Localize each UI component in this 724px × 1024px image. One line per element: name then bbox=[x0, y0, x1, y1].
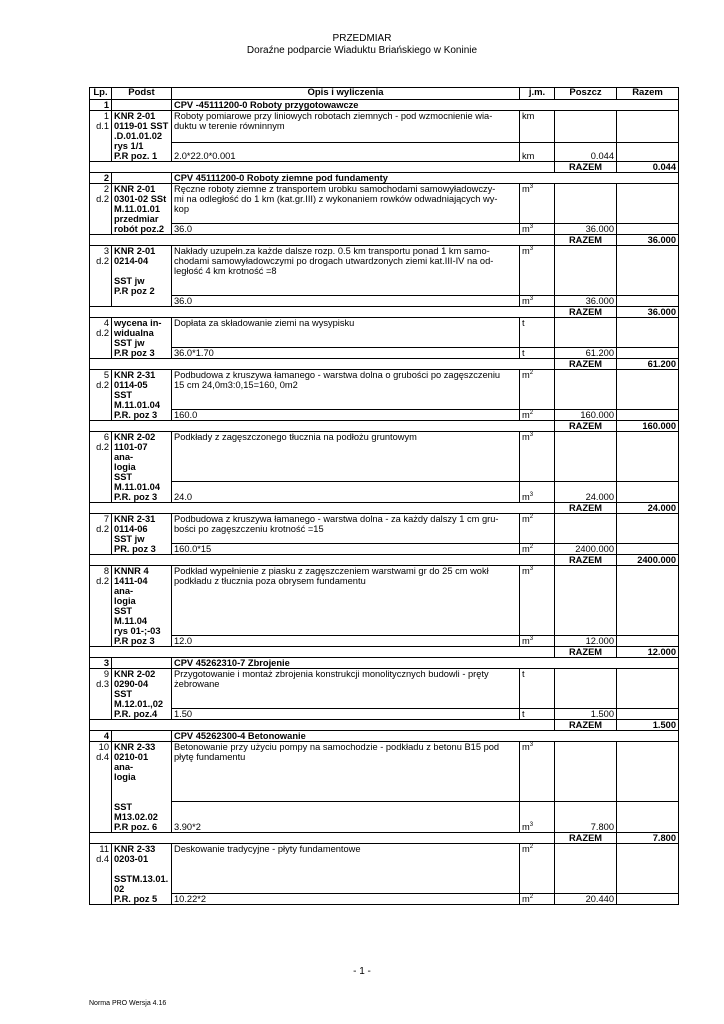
item-description: Nakłady uzupełn.za każde dalsze rozp. 0.5 km transportu ponad 1 km samo- chodami samowyładowczymi po drogach utwardzonych ziemi kat.III-IV na od- ległość 4 km krotność =8 bbox=[172, 246, 520, 296]
col-razem: Razem bbox=[617, 88, 679, 100]
item-description: Dopłata za składowanie ziemi na wysypisku bbox=[172, 318, 520, 348]
item-basis: KNR 2-01 0214-04 SST jw P.R poz 2 bbox=[112, 246, 172, 307]
total-value: 12.000 bbox=[617, 647, 679, 658]
item-calc-unit: t bbox=[520, 709, 555, 720]
item-number: 9 d.3 bbox=[90, 669, 112, 720]
table-row-calc bbox=[90, 482, 679, 503]
total-label: RAZEM bbox=[555, 647, 617, 658]
item-calc-unit: $m^3$ bbox=[520, 802, 555, 833]
item-partial-value: 7.800 bbox=[555, 802, 617, 833]
document-subtitle: Doraźne podparcie Wiaduktu Briańskiego w Koninie bbox=[246, 45, 478, 56]
page-number: - 1 - bbox=[353, 966, 371, 977]
item-partial-value: 160.000 bbox=[555, 410, 617, 421]
item-number: 8 d.2 bbox=[90, 566, 112, 647]
item-unit: t bbox=[520, 669, 555, 709]
item-partial-value: 24.000 bbox=[555, 482, 617, 503]
total-label: RAZEM bbox=[555, 555, 617, 566]
section-row bbox=[90, 100, 679, 111]
total-row bbox=[90, 421, 679, 432]
table-row bbox=[90, 111, 679, 143]
section-number: 1 bbox=[90, 100, 112, 111]
table-row bbox=[90, 566, 679, 636]
item-calculation: 10.22*2 bbox=[172, 894, 520, 905]
total-row bbox=[90, 833, 679, 844]
total-label: RAZEM bbox=[555, 503, 617, 514]
item-calc-unit: $m^3$ bbox=[520, 636, 555, 647]
total-row bbox=[90, 162, 679, 173]
total-value: 7.800 bbox=[617, 833, 679, 844]
total-value: 24.000 bbox=[617, 503, 679, 514]
total-label: RAZEM bbox=[555, 421, 617, 432]
item-basis: KNR 2-33 0210-01 ana- logia SST M13.02.02 P.R poz. 6 bbox=[112, 742, 172, 833]
software-version: Norma PRO Wersja 4.16 bbox=[89, 1000, 167, 1007]
col-poszcz: Poszcz bbox=[555, 88, 617, 100]
item-unit: km bbox=[520, 111, 555, 143]
item-number: 5 d.2 bbox=[90, 370, 112, 421]
table-row-calc bbox=[90, 802, 679, 833]
item-number: 3 d.2 bbox=[90, 246, 112, 307]
total-label: RAZEM bbox=[555, 162, 617, 173]
item-description: Deskowanie tradycyjne - płyty fundamentowe bbox=[172, 844, 520, 894]
item-basis: wycena in- widualna SST jw P.R poz 3 bbox=[112, 318, 172, 359]
table-row bbox=[90, 669, 679, 709]
item-calculation: 3.90*2 bbox=[172, 802, 520, 833]
item-basis: KNR 2-31 0114-05 SST M.11.01.04 P.R. poz 3 bbox=[112, 370, 172, 421]
item-calc-unit: $m^3$ bbox=[520, 296, 555, 307]
item-calc-unit: $m^3$ bbox=[520, 224, 555, 235]
item-description: Ręczne roboty ziemne z transportem urobku samochodami samowyładowczy- mi na odległość do 1 km (kat.gr.III) z wykonaniem rowków odwadniających wy- kop bbox=[172, 184, 520, 224]
item-calculation: 36.0 bbox=[172, 224, 520, 235]
item-basis: KNR 2-31 0114-06 SST jw PR. poz 3 bbox=[112, 514, 172, 555]
item-calculation: 36.0*1.70 bbox=[172, 348, 520, 359]
table-row bbox=[90, 184, 679, 224]
item-unit: $m^2$ bbox=[520, 514, 555, 544]
item-calc-unit: $m^2$ bbox=[520, 410, 555, 421]
total-row bbox=[90, 503, 679, 514]
item-basis: KNR 2-33 0203-01 SSTM.13.01. 02 P.R. poz 5 bbox=[112, 844, 172, 905]
item-calc-unit: $m^3$ bbox=[520, 482, 555, 503]
item-calculation: 12.0 bbox=[172, 636, 520, 647]
section-title: CPV 45262310-7 Zbrojenie bbox=[172, 658, 679, 669]
item-number: 1 d.1 bbox=[90, 111, 112, 162]
table-row-calc bbox=[90, 636, 679, 647]
section-row bbox=[90, 173, 679, 184]
section-number: 2 bbox=[90, 173, 112, 184]
total-value: 0.044 bbox=[617, 162, 679, 173]
item-calculation: 24.0 bbox=[172, 482, 520, 503]
item-partial-value: 0.044 bbox=[555, 143, 617, 162]
item-partial-value: 1.500 bbox=[555, 709, 617, 720]
table-row bbox=[90, 370, 679, 410]
table-row-calc bbox=[90, 544, 679, 555]
total-label: RAZEM bbox=[555, 720, 617, 731]
section-title: CPV 45111200-0 Roboty ziemne pod fundamenty bbox=[172, 173, 679, 184]
item-calculation: 2.0*22.0*0.001 bbox=[172, 143, 520, 162]
item-basis: KNR 2-02 0290-04 SST M.12.01.,02 P.R. poz.4 bbox=[112, 669, 172, 720]
table-header-row bbox=[90, 88, 679, 100]
table-row-calc bbox=[90, 410, 679, 421]
item-description: Przygotowanie i montaż zbrojenia konstrukcji monolitycznych budowli - pręty żebrowane bbox=[172, 669, 520, 709]
col-jm: j.m. bbox=[520, 88, 555, 100]
item-number: 11 d.4 bbox=[90, 844, 112, 905]
total-label: RAZEM bbox=[555, 235, 617, 246]
total-value: 160.000 bbox=[617, 421, 679, 432]
total-row bbox=[90, 359, 679, 370]
section-row bbox=[90, 658, 679, 669]
total-label: RAZEM bbox=[555, 833, 617, 844]
document-title: PRZEDMIAR bbox=[332, 33, 392, 44]
item-partial-value: 36.000 bbox=[555, 224, 617, 235]
col-lp: Lp. bbox=[90, 88, 112, 100]
item-calc-unit: km bbox=[520, 143, 555, 162]
table-row-calc bbox=[90, 894, 679, 905]
col-podst: Podst bbox=[112, 88, 172, 100]
total-value: 2400.000 bbox=[617, 555, 679, 566]
table-row bbox=[90, 246, 679, 296]
table-row-calc bbox=[90, 296, 679, 307]
item-unit: $m^3$ bbox=[520, 246, 555, 296]
section-number: 3 bbox=[90, 658, 112, 669]
total-label: RAZEM bbox=[555, 307, 617, 318]
total-value: 36.000 bbox=[617, 307, 679, 318]
item-unit: t bbox=[520, 318, 555, 348]
col-opis: Opis i wyliczenia bbox=[172, 88, 520, 100]
cost-estimate-table bbox=[89, 87, 679, 905]
total-value: 36.000 bbox=[617, 235, 679, 246]
total-label: RAZEM bbox=[555, 359, 617, 370]
item-basis: KNR 2-01 0119-01 SST .D.01.01.02 rys 1/1 P.R poz. 1 bbox=[112, 111, 172, 162]
table-row bbox=[90, 742, 679, 802]
item-description: Podbudowa z kruszywa łamanego - warstwa dolna o grubości po zagęszczeniu 15 cm 24,0m3:0,15=160, 0m2 bbox=[172, 370, 520, 410]
item-number: 6 d.2 bbox=[90, 432, 112, 503]
table-row-calc bbox=[90, 709, 679, 720]
total-row bbox=[90, 720, 679, 731]
item-partial-value: 20.440 bbox=[555, 894, 617, 905]
item-description: Roboty pomiarowe przy liniowych robotach ziemnych - pod wzmocnienie wia- duktu w terenie równinnym bbox=[172, 111, 520, 143]
item-calculation: 36.0 bbox=[172, 296, 520, 307]
item-calc-unit: $m^2$ bbox=[520, 544, 555, 555]
item-unit: $m^3$ bbox=[520, 432, 555, 482]
item-unit: $m^3$ bbox=[520, 742, 555, 802]
item-unit: $m^3$ bbox=[520, 184, 555, 224]
item-number: 7 d.2 bbox=[90, 514, 112, 555]
table-row bbox=[90, 514, 679, 544]
item-unit: $m^3$ bbox=[520, 566, 555, 636]
table-row bbox=[90, 318, 679, 348]
item-basis: KNNR 4 1411-04 ana- logia SST M.11.04 rys 01-;-03 P.R poz 3 bbox=[112, 566, 172, 647]
table-row-calc bbox=[90, 224, 679, 235]
table-row bbox=[90, 844, 679, 894]
item-partial-value: 2400.000 bbox=[555, 544, 617, 555]
item-description: Betonowanie przy użyciu pompy na samochodzie - podkładu z betonu B15 pod płytę fundamentu bbox=[172, 742, 520, 802]
item-basis: KNR 2-01 0301-02 SSt M.11.01.01 przedmiar robót poz.2 bbox=[112, 184, 172, 235]
total-value: 1.500 bbox=[617, 720, 679, 731]
item-description: Podkład wypełnienie z piasku z zagęszczeniem warstwami gr do 25 cm wokł podkładu z tłucznia poza obrysem fundamentu bbox=[172, 566, 520, 636]
item-calc-unit: $m^2$ bbox=[520, 894, 555, 905]
section-number: 4 bbox=[90, 731, 112, 742]
table-row-calc bbox=[90, 143, 679, 162]
item-number: 4 d.2 bbox=[90, 318, 112, 359]
item-description: Podbudowa z kruszywa łamanego - warstwa dolna - za każdy dalszy 1 cm gru- bości po zagęszczeniu krotność =15 bbox=[172, 514, 520, 544]
item-number: 10 d.4 bbox=[90, 742, 112, 833]
item-calculation: 160.0*15 bbox=[172, 544, 520, 555]
item-partial-value: 36.000 bbox=[555, 296, 617, 307]
section-title: CPV 45262300-4 Betonowanie bbox=[172, 731, 679, 742]
item-unit: $m^2$ bbox=[520, 844, 555, 894]
section-row bbox=[90, 731, 679, 742]
item-partial-value: 12.000 bbox=[555, 636, 617, 647]
total-row bbox=[90, 555, 679, 566]
section-title: CPV -45111200-0 Roboty przygotowawcze bbox=[172, 100, 679, 111]
table-row-calc bbox=[90, 348, 679, 359]
item-partial-value: 61.200 bbox=[555, 348, 617, 359]
item-calculation: 1.50 bbox=[172, 709, 520, 720]
item-number: 2 d.2 bbox=[90, 184, 112, 235]
total-value: 61.200 bbox=[617, 359, 679, 370]
item-calculation: 160.0 bbox=[172, 410, 520, 421]
item-basis: KNR 2-02 1101-07 ana- logia SST M.11.01.04 P.R. poz 3 bbox=[112, 432, 172, 503]
total-row bbox=[90, 235, 679, 246]
item-calc-unit: t bbox=[520, 348, 555, 359]
item-description: Podkłady z zagęszczonego tłucznia na podłożu gruntowym bbox=[172, 432, 520, 482]
item-unit: $m^2$ bbox=[520, 370, 555, 410]
total-row bbox=[90, 647, 679, 658]
table-row bbox=[90, 432, 679, 482]
total-row bbox=[90, 307, 679, 318]
